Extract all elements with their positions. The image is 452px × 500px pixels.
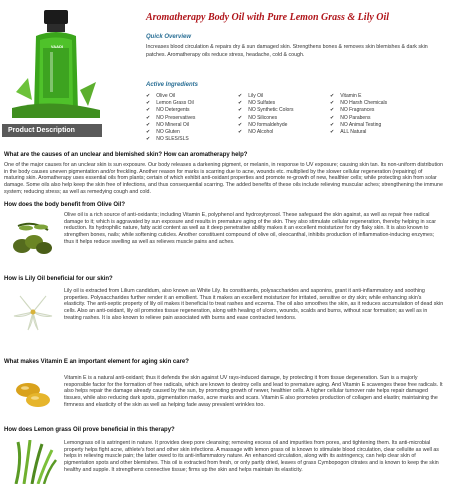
ingredients-column-2: [238, 93, 330, 143]
quick-overview-heading: Quick Overview: [146, 34, 192, 40]
ingredient-item: ✔ NO Animal Testing: [330, 122, 440, 129]
answer-paragraph: Lily oil is extracted from Lilium candidum, also known as White Lily. Its constituents, polysaccharides and saponins, grant it anti-inflammatory and soothing properties. Polysaccharides further render it an emollient. Thus it makes an excellent moisturizer for irritated, sensitive or dry skin; while enhancing skin's elasticity. The anti-septic property of lily oil makes it beneficial to treat rashes and eczema. The oil also smoothes the skin, as it reduces accumulation of dead skin cells. Also an anti-oxidant, lily oil promotes tissue regeneration, along with healing of ulcers, wounds, scalds and burns, without scar formation; as well as in treating rashes. It is also known to relieve pain associated with burns and ease contracted tendons.: [64, 288, 444, 321]
ingredient-item: ✔ Lily Oil: [238, 93, 330, 100]
ingredient-item: ✔ NO Gluten: [146, 129, 238, 136]
ingredient-item: ✔ NO SLES/SLS: [146, 136, 238, 143]
ingredient-item: ✔ NO Parabens: [330, 115, 440, 122]
ingredient-item: ✔ NO Mineral Oil: [146, 122, 238, 129]
answer-paragraph: Olive oil is a rich source of anti-oxidants; including Vitamin E, polyphenol and hydroxytyrosol. These safeguard the skin against, as well as repair free radical damage to it; which is aggravated by sun exposure and results in premature aging of the skin. They also stimulate cellular regeneration, thereby helping in scar reduction. Its hydrophilic nature, fatty acid content as well as it deep penetrative ability makes it an excellent moisturizer for dry flaky skin. It is also known to strengthen bones, nails; while softening cuticles. Another constituent compound of olive oil, oleocanthal, inhibits production of inflammation-inducing enzymes; thus it helps reduce swelling as well as relieves muscle pains and aches.: [64, 212, 437, 245]
question-heading: How does the body benefit from Olive Oil?: [4, 202, 126, 208]
lemongrass-image: [8, 440, 58, 484]
question-heading: What makes Vitamin E an important element for aging skin care?: [4, 359, 189, 365]
ingredient-item: ✔ NO Alcohol: [238, 129, 330, 136]
ingredient-item: ✔ Vitamin E: [330, 93, 440, 100]
ingredient-item: ✔ NO formaldehyde: [238, 122, 330, 129]
ingredient-item: ✔ NO Preservatives: [146, 115, 238, 122]
ingredient-item: ✔ NO Sulfates: [238, 100, 330, 107]
ingredients-column-3: [330, 93, 440, 143]
answer-paragraph: One of the major causes for an unclear skin is sun exposure. Our body releases a darkening pigment, or melanin, in response to UV exposure; causing skin tan. Its non-uniform distribution in the body causes uneven pigmentation and/or freckling. Another reason for marks is scarring due to acne, wounds etc. multiplied by the slower cellular regeneration (repairing) of maturing skin. Aromatherapy uses essential oils from plants; certain of which exhibit anti-oxidant properties and promote re-growth of new, healthier cells; while protecting skin from solar damage. Some oils also help keep the skin free of infections, and thus consequential scarring. The added benefits of these oils include relieving muscular aches; strengthening the immune system; reducing stress; as well as remedying cough and cold.: [4, 162, 443, 195]
answer-paragraph: Lemongrass oil is astringent in nature. It provides deep pore cleansing; removing excess oil and impurities from pores, and tightening them. Its anti-microbial property helps fight acne, athlete's foot and other skin infections. A massage with lemon grass oil is known to stimulate blood circulation, clear cellulite as well as helps in relieving muscle pain; the latter owed to its anti-inflammatory nature. An enhanced circulation, along with its astringency, can help clear skin of pigmentation spots and other blemishes. This oil is extracted from fresh, or only partly dried, leaves of grass Cymbopogon citrates and is known to keep the skin healthy and supple. It strengthens connective tissue; firms up the skin and helps maintain its elasticity.: [64, 440, 439, 473]
page-title: Aromatherapy Body Oil with Pure Lemon Grass & Lily Oil: [146, 12, 390, 23]
ingredients-column-1: [146, 93, 238, 143]
ingredient-item: ✔ ALL Natural: [330, 129, 440, 136]
ingredient-item: ✔ Lemon Grass Oil: [146, 100, 238, 107]
question-heading: How is Lily Oil beneficial for our skin?: [4, 276, 113, 282]
product-image: [10, 8, 102, 122]
ingredient-item: ✔ NO Silicones: [238, 115, 330, 122]
product-description-bar[interactable]: Product Description: [2, 124, 102, 137]
ingredient-item: ✔ NO Harsh Chemicals: [330, 100, 440, 107]
lily-flower-image: [8, 290, 58, 334]
active-ingredients-heading: Active Ingredients: [146, 82, 199, 88]
ingredient-item: ✔ NO Detergents: [146, 107, 238, 114]
question-heading: How does Lemon grass Oil prove beneficial in this therapy?: [4, 427, 175, 433]
overview-text: Increases blood circulation & repairs dry & sun damaged skin. Strengthens bones & removes skin blemishes & dark skin patches. Aromatherapy oils reduce stress, headache, cold & cough.: [146, 44, 428, 58]
oil-bottle-image: [10, 8, 102, 122]
ingredient-item: ✔ NO Synthetic Colors: [238, 107, 330, 114]
ingredients-list: [146, 93, 446, 143]
ingredient-item: ✔ Olive Oil: [146, 93, 238, 100]
answer-paragraph: Vitamin E is a natural anti-oxidant; thus it defends the skin against UV rays-induced damage, by protecting it from tissue degeneration. Sun is a majorly responsible factor for the formation of free radicals, which are known to destroy cells and lead to premature aging. And Vitamin E scavenges these free radicals. It also helps repair the damage already caused by the sun, by promoting growth of newer, healthier cells. A higher cellular turnover rate helps repair damaged tissues, while also reducing dark spots, pigmentation marks, acne marks and scars. Vitamin E also promotes production of collagen and elastin; maintaining the firmness and elasticity of the skin as well as helping fade away prevalent wrinkles too.: [64, 375, 443, 408]
olive-oil-image: [8, 216, 58, 260]
ingredient-item: ✔ NO Fragrances: [330, 107, 440, 114]
question-heading: What are the causes of an unclear and blemished skin? How can aromatherapy help?: [4, 152, 248, 158]
brand-label: VAADI: [50, 44, 64, 49]
vitamin-e-capsule-image: [8, 372, 58, 416]
